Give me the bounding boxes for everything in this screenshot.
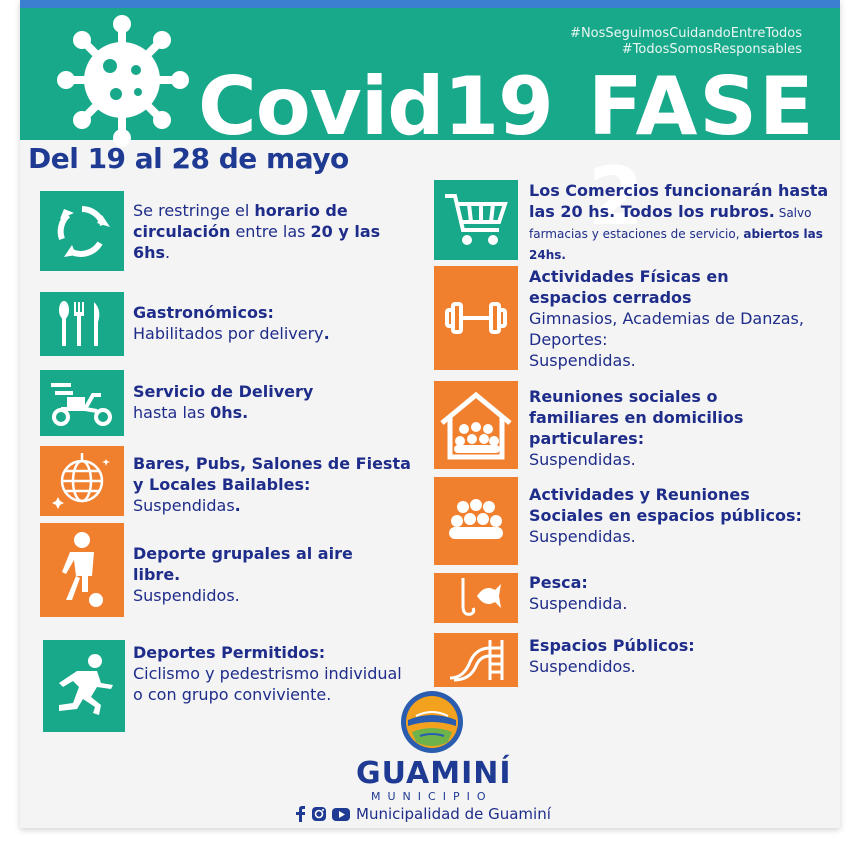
date-range: Del 19 al 28 de mayo xyxy=(28,142,349,175)
top-stripe xyxy=(20,0,840,8)
hashtag-2: #TodosSomosResponsables xyxy=(621,42,802,57)
runner-icon xyxy=(51,653,117,719)
runner-icon-box xyxy=(43,640,125,732)
gastro-text: Gastronómicos: Habilitados por delivery. xyxy=(133,303,330,343)
fishing-icon-box xyxy=(434,573,518,623)
guamini-emblem-icon xyxy=(400,690,464,754)
hashtags xyxy=(570,26,802,58)
fish-hook-icon xyxy=(451,576,501,620)
youtube-icon[interactable] xyxy=(332,808,350,821)
gym-text: Actividades Físicas en espacios cerrados Gimnasios, Academias de Danzas, Deportes: Suspendidas. xyxy=(529,267,804,370)
commerce-text: Los Comercios funcionarán hasta las 20 hs. Todos los rubros. Salvo farmacias y estaciones de servicio, abiertos las 24hs. xyxy=(529,181,829,262)
soccer-player-icon xyxy=(52,530,112,610)
delivery-text: Servicio de Delivery hasta las 0hs. xyxy=(133,382,314,422)
shopping-cart-icon xyxy=(443,190,509,250)
scooter-icon xyxy=(49,379,115,427)
virus-icon xyxy=(60,18,190,148)
social-handle[interactable]: Municipalidad de Guaminí xyxy=(356,805,551,823)
home-meeting-icon-box xyxy=(434,381,518,469)
bars-text: Bares, Pubs, Salones de Fiesta y Locales Bailables: Suspendidas. xyxy=(133,454,411,515)
group-sport-text: Deporte grupales al aire libre. Suspendidos. xyxy=(133,544,353,605)
title-phase: FASE 2 xyxy=(588,60,816,243)
fishing-text: Pesca: Suspendida. xyxy=(529,573,628,613)
dumbbell-icon xyxy=(445,298,507,338)
refresh-arrows-icon xyxy=(52,201,112,261)
disco-ball-icon xyxy=(52,451,112,511)
gastro-icon-box xyxy=(40,292,124,356)
instagram-icon[interactable] xyxy=(312,807,326,821)
facebook-icon[interactable] xyxy=(296,806,306,822)
title-covid: Covid19 xyxy=(198,60,553,153)
house-people-icon xyxy=(438,389,514,461)
circulation-text: Se restringe el horario de circulación entre las 20 y las 6hs. xyxy=(133,201,381,262)
delivery-icon-box xyxy=(40,370,124,436)
home-meeting-text: Reuniones sociales o familiares en domicilios particulares: Suspendidas. xyxy=(529,387,744,469)
public-meeting-icon-box xyxy=(434,477,518,565)
slide-icon xyxy=(446,638,506,682)
hashtag-1: #NosSeguimosCuidandoEntreTodos xyxy=(570,26,802,41)
social-row xyxy=(296,805,551,823)
gym-icon-box xyxy=(434,266,518,370)
crowd-icon xyxy=(445,497,507,545)
public-meeting-text: Actividades y Reuniones Sociales en espacios públicos: Suspendidas. xyxy=(529,485,802,546)
brand-name: GUAMINÍ xyxy=(356,756,512,791)
public-space-text: Espacios Públicos: Suspendidos. xyxy=(529,636,695,676)
runner-text: Deportes Permitidos: Ciclismo y pedestrismo individual o con grupo conviviente. xyxy=(133,643,402,704)
bars-icon-box xyxy=(40,446,124,516)
brand-subtitle: MUNICIPIO xyxy=(371,790,493,803)
circulation-icon-box xyxy=(40,191,124,271)
cutlery-icon xyxy=(54,300,110,348)
group-sport-icon-box xyxy=(40,523,124,617)
public-space-icon-box xyxy=(434,633,518,687)
commerce-icon-box xyxy=(434,180,518,260)
